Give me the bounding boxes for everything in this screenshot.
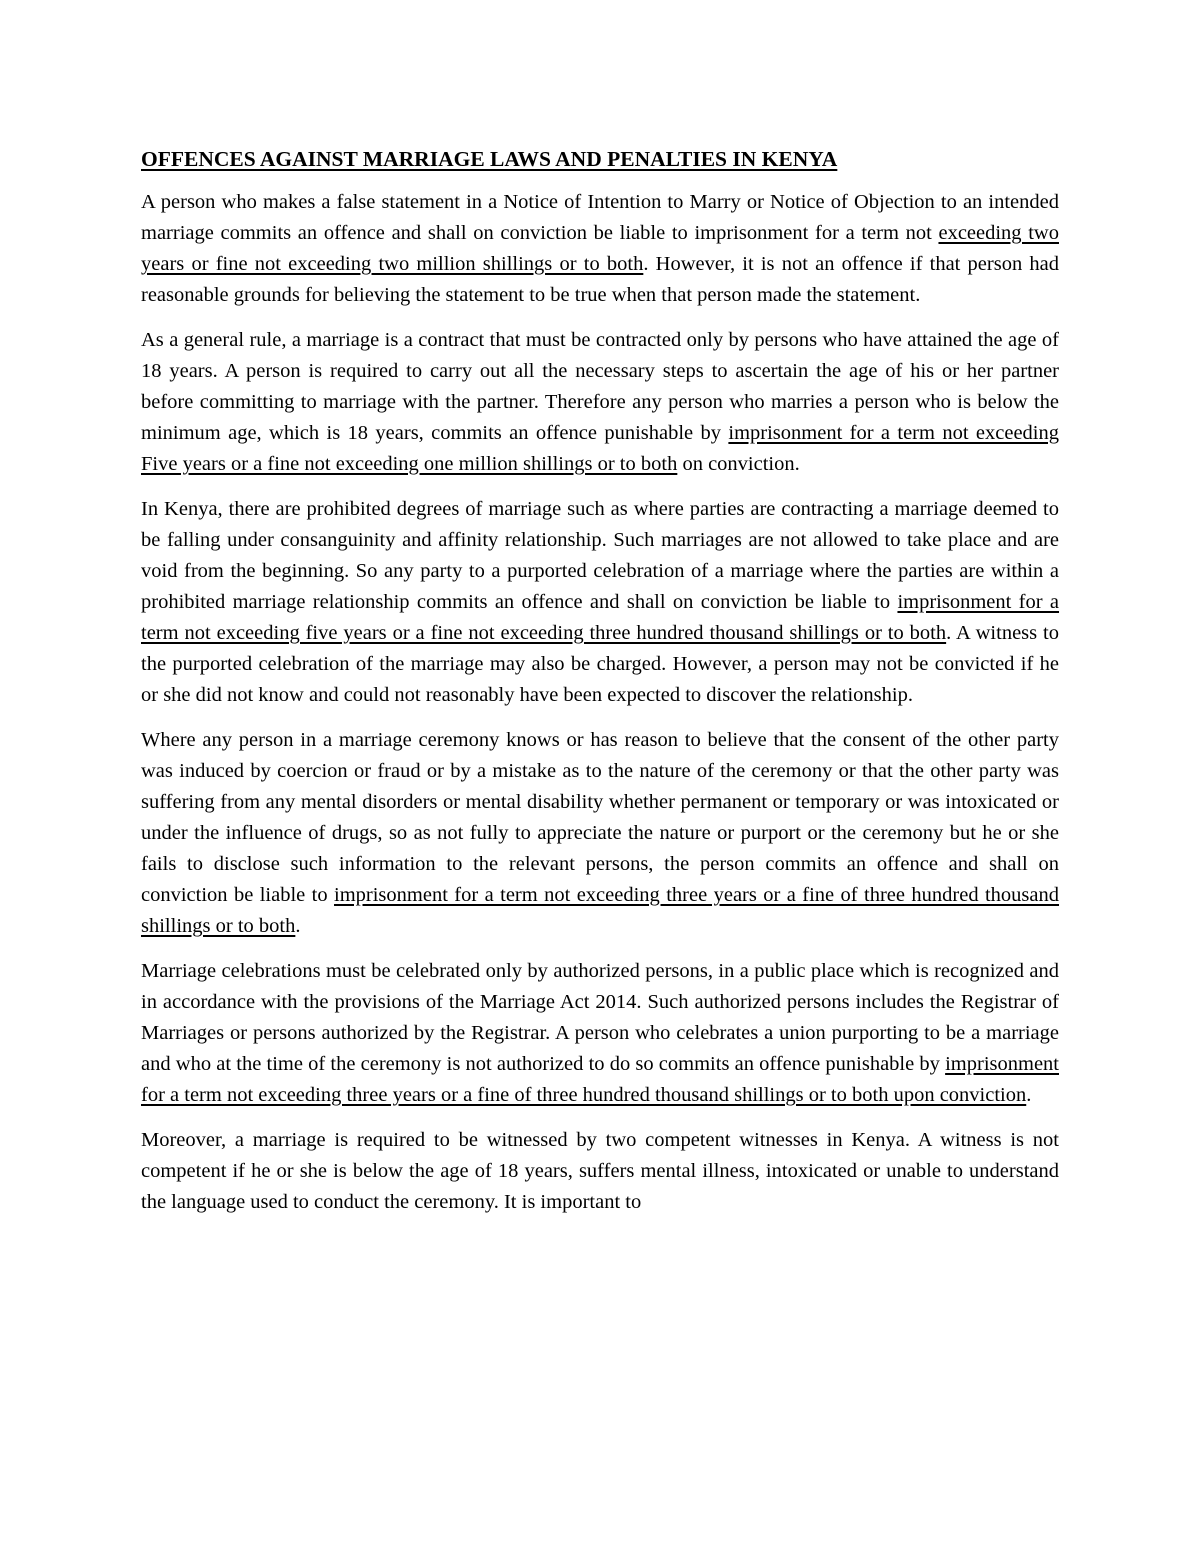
paragraph-text: on conviction. — [677, 453, 800, 475]
penalty-underlined: imprisonment for a term not exceeding Five years or a fine not exceeding one million shillings or to both — [141, 422, 1059, 475]
document-title: OFFENCES AGAINST MARRIAGE LAWS AND PENALTIES IN KENYA — [141, 147, 838, 171]
penalty-underlined: imprisonment for a term not exceeding five years or a fine not exceeding three hundred thousand shillings or to both — [141, 591, 1060, 644]
paragraph-authorized-persons — [141, 956, 1059, 1111]
paragraph-text: Moreover, a marriage is required to be witnessed by two competent witnesses in Kenya. A witness is not competent if he or she is below the age of 18 years, suffers mental illness, intoxicated or unable to understand the language used to conduct the ceremony. It is important to — [141, 1129, 1059, 1213]
paragraph-witnesses — [141, 1125, 1059, 1218]
paragraph-text: Where any person in a marriage ceremony knows or has reason to believe that the consent of the other party was induced by coercion or fraud or by a mistake as to the nature of the ceremony or that the other party was suffering from any mental disorders or mental disability whether permanent or temporary or was intoxicated or under the influence of drugs, so as not fully to appreciate the nature or purport or the ceremony but he or she fails to disclose such information to the relevant persons, the person commits an offence and shall on conviction be liable to — [141, 729, 1059, 906]
paragraph-text: . A witness to the purported celebration of the marriage may also be charged. However, a person may not be convicted if he or she did not know and could not reasonably have been expected to discover the relationship. — [141, 622, 1059, 706]
paragraph-text: A person who makes a false statement in a Notice of Intention to Marry or Notice of Objection to an intended marriage commits an offence and shall on conviction be liable to imprisonment for a term not — [141, 191, 1059, 244]
penalty-underlined: imprisonment for a term not exceeding three years or a fine of three hundred thousand shillings or to both upon conviction — [141, 1053, 1059, 1106]
paragraph-minimum-age — [141, 325, 1059, 480]
paragraph-text: Marriage celebrations must be celebrated only by authorized persons, in a public place which is recognized and in accordance with the provisions of the Marriage Act 2014. Such authorized persons includes the Registrar of Marriages or persons authorized by the Registrar. A person who celebrates a union purporting to be a marriage and who at the time of the ceremony is not authorized to do so commits an offence punishable by — [141, 960, 1059, 1075]
paragraph-false-statement — [141, 187, 1059, 311]
paragraph-consent — [141, 725, 1059, 942]
penalty-underlined: imprisonment for a term not exceeding three years or a fine of three hundred thousand shillings or to both — [141, 884, 1060, 937]
paragraph-text: As a general rule, a marriage is a contract that must be contracted only by persons who have attained the age of 18 years. A person is required to carry out all the necessary steps to ascertain the age of his or her partner before committing to marriage with the partner. Therefore any person who marries a person who is below the minimum age, which is 18 years, commits an offence punishable by — [141, 329, 1059, 444]
penalty-underlined: exceeding two years or fine not exceeding two million shillings or to both — [141, 222, 1059, 275]
paragraph-text: . However, it is not an offence if that person had reasonable grounds for believing the statement to be true when that person made the statement. — [141, 253, 1059, 306]
paragraph-prohibited-degrees — [141, 494, 1059, 711]
paragraph-text: In Kenya, there are prohibited degrees of marriage such as where parties are contracting a marriage deemed to be falling under consanguinity and affinity relationship. Such marriages are not allowed to take place and are void from the beginning. So any party to a purported celebration of a marriage where the parties are within a prohibited marriage relationship commits an offence and shall on conviction be liable to — [141, 498, 1059, 613]
document-body — [141, 143, 1059, 1232]
paragraph-text: . — [1026, 1084, 1032, 1106]
paragraph-text: . — [295, 915, 301, 937]
